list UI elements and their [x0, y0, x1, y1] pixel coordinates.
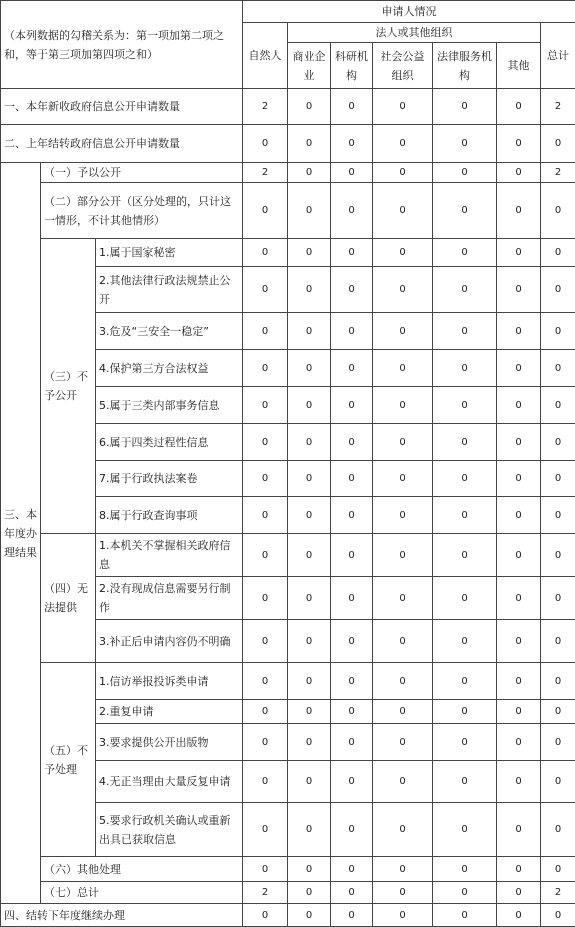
cell-value: 0: [288, 857, 331, 882]
row-label: 二、上年结转政府信息公开申请数量: [1, 125, 243, 163]
cell-value: 0: [433, 724, 497, 761]
cell-value: 0: [288, 89, 331, 125]
cell-value: 0: [497, 313, 541, 350]
cell-value: 0: [373, 803, 433, 857]
cell-value: 0: [433, 534, 497, 577]
research-header: 科研机构: [331, 43, 373, 89]
cell-value: 0: [541, 857, 575, 882]
cell-value: 0: [331, 424, 373, 461]
cell-value: 2: [243, 882, 288, 904]
cell-value: 0: [373, 239, 433, 267]
cell-value: 0: [331, 350, 373, 387]
cell-value: 0: [497, 761, 541, 803]
other-header: 其他: [497, 43, 541, 89]
cell-value: 0: [331, 267, 373, 313]
cell-value: 0: [331, 663, 373, 700]
row-label: 四、结转下年度继续办理: [1, 904, 243, 927]
cell-value: 0: [288, 125, 331, 163]
cell-value: 0: [497, 183, 541, 239]
cell-value: 0: [331, 313, 373, 350]
cell-value: 0: [497, 577, 541, 620]
cell-value: 0: [497, 700, 541, 724]
cell-value: 0: [288, 350, 331, 387]
row-label: 1.本机关不掌握相关政府信息: [96, 534, 243, 577]
cell-value: 0: [331, 163, 373, 183]
cell-value: 0: [243, 313, 288, 350]
cell-value: 0: [243, 125, 288, 163]
row-label: 8.属于行政查询事项: [96, 497, 243, 534]
cell-value: 0: [541, 267, 575, 313]
table-row: [1, 857, 575, 882]
cell-value: 0: [497, 882, 541, 904]
cell-value: 0: [243, 724, 288, 761]
cell-value: 0: [373, 761, 433, 803]
cell-value: 0: [541, 534, 575, 577]
cell-value: 0: [497, 461, 541, 497]
table-row: [1, 89, 575, 125]
cell-value: 0: [331, 497, 373, 534]
cell-value: 0: [243, 387, 288, 424]
cell-value: 0: [243, 183, 288, 239]
cell-value: 0: [433, 882, 497, 904]
cell-value: 0: [541, 620, 575, 663]
cell-value: 0: [243, 663, 288, 700]
cell-value: 0: [331, 387, 373, 424]
cell-value: 0: [288, 497, 331, 534]
cell-value: 0: [497, 125, 541, 163]
cell-value: 0: [288, 577, 331, 620]
cell-value: 0: [331, 125, 373, 163]
table-row: [1, 882, 575, 904]
cell-value: 0: [497, 724, 541, 761]
cell-value: 0: [243, 761, 288, 803]
cell-value: 0: [331, 89, 373, 125]
cell-value: 0: [373, 904, 433, 927]
cell-value: 0: [243, 424, 288, 461]
row-label: 3.危及“三安全一稳定”: [96, 313, 243, 350]
cell-value: 0: [541, 577, 575, 620]
cell-value: 0: [331, 183, 373, 239]
cell-value: 0: [433, 239, 497, 267]
cell-value: 0: [288, 313, 331, 350]
cell-value: 0: [243, 534, 288, 577]
cell-value: 0: [497, 350, 541, 387]
cell-value: 0: [288, 724, 331, 761]
cell-value: 0: [497, 163, 541, 183]
cell-value: 0: [373, 857, 433, 882]
row-label: 4.保护第三方合法权益: [96, 350, 243, 387]
cell-value: 0: [433, 857, 497, 882]
table-row: [1, 534, 575, 577]
cell-value: 0: [497, 497, 541, 534]
cell-value: 0: [331, 461, 373, 497]
cell-value: 0: [433, 163, 497, 183]
cell-value: 0: [373, 663, 433, 700]
cell-value: 0: [373, 125, 433, 163]
cell-value: 0: [373, 183, 433, 239]
cell-value: 0: [373, 387, 433, 424]
cell-value: 0: [373, 313, 433, 350]
cell-value: 0: [331, 577, 373, 620]
cell-value: 0: [373, 577, 433, 620]
cell-value: 2: [541, 882, 575, 904]
table-row: [1, 163, 575, 183]
applicant-info-header: 申请人情况: [243, 1, 575, 23]
cell-value: 0: [497, 267, 541, 313]
cell-value: 0: [541, 803, 575, 857]
row-label: （一）予以公开: [41, 163, 243, 183]
cell-value: 0: [243, 803, 288, 857]
cell-value: 0: [373, 882, 433, 904]
cell-value: 0: [433, 461, 497, 497]
table-row: [1, 904, 575, 927]
row-label: 2.没有现成信息需要另行制作: [96, 577, 243, 620]
cell-value: 0: [541, 239, 575, 267]
cell-value: 0: [373, 267, 433, 313]
table-row: [1, 663, 575, 700]
cell-value: 0: [497, 534, 541, 577]
cell-value: 0: [373, 461, 433, 497]
cell-value: 0: [541, 663, 575, 700]
table-row: [1, 125, 575, 163]
row-label: 1.信访举报投诉类申请: [96, 663, 243, 700]
cell-value: 0: [433, 350, 497, 387]
cell-value: 0: [541, 125, 575, 163]
cell-value: 0: [288, 663, 331, 700]
cell-value: 0: [433, 424, 497, 461]
cell-value: 0: [497, 663, 541, 700]
cell-value: 0: [331, 620, 373, 663]
cell-value: 0: [288, 387, 331, 424]
cell-value: 0: [497, 89, 541, 125]
cell-value: 0: [331, 803, 373, 857]
row-label: 3.要求提供公开出版物: [96, 724, 243, 761]
cell-value: 0: [288, 882, 331, 904]
cell-value: 0: [497, 620, 541, 663]
row-label: 5.属于三类内部事务信息: [96, 387, 243, 424]
cell-value: 0: [373, 163, 433, 183]
cell-value: 0: [331, 761, 373, 803]
cell-value: 0: [541, 424, 575, 461]
cell-value: 0: [541, 350, 575, 387]
row-label: 4.无正当理由大量反复申请: [96, 761, 243, 803]
cell-value: 0: [541, 183, 575, 239]
cell-value: 0: [541, 724, 575, 761]
cell-value: 2: [243, 163, 288, 183]
table-row: [1, 239, 575, 267]
cell-value: 0: [373, 424, 433, 461]
cell-value: 0: [331, 724, 373, 761]
cell-value: 0: [243, 239, 288, 267]
row-label: 1.属于国家秘密: [96, 239, 243, 267]
group-4-label: （四）无法提供: [41, 534, 96, 663]
cell-value: 0: [497, 803, 541, 857]
cell-value: 2: [243, 89, 288, 125]
group-5-label: （五）不予处理: [41, 663, 96, 857]
cell-value: 0: [497, 424, 541, 461]
cell-value: 0: [243, 350, 288, 387]
cell-value: 0: [433, 700, 497, 724]
cell-value: 0: [433, 387, 497, 424]
cell-value: 0: [373, 620, 433, 663]
row-label: 6.属于四类过程性信息: [96, 424, 243, 461]
cell-value: 0: [541, 313, 575, 350]
cell-value: 0: [373, 350, 433, 387]
cell-value: 0: [288, 461, 331, 497]
cell-value: 0: [288, 700, 331, 724]
cell-value: 0: [433, 904, 497, 927]
cell-value: 0: [288, 803, 331, 857]
table-row: [1, 183, 575, 239]
cell-value: 0: [497, 239, 541, 267]
commercial-header: 商业企业: [288, 43, 331, 89]
cell-value: 0: [243, 461, 288, 497]
cell-value: 0: [243, 497, 288, 534]
cell-value: 2: [541, 89, 575, 125]
cell-value: 0: [433, 183, 497, 239]
cell-value: 0: [373, 497, 433, 534]
cell-value: 0: [433, 313, 497, 350]
cell-value: 0: [541, 761, 575, 803]
cell-value: 0: [433, 663, 497, 700]
social-header: 社会公益组织: [373, 43, 433, 89]
cell-value: 0: [433, 620, 497, 663]
group-3-label: （三）不予公开: [41, 239, 96, 534]
legal-service-header: 法律服务机构: [433, 43, 497, 89]
row-label: 7.属于行政执法案卷: [96, 461, 243, 497]
cell-value: 0: [433, 577, 497, 620]
cell-value: 0: [288, 424, 331, 461]
cell-value: 0: [433, 497, 497, 534]
cell-value: 0: [243, 700, 288, 724]
cell-value: 0: [331, 904, 373, 927]
cell-value: 0: [373, 89, 433, 125]
cell-value: 0: [331, 534, 373, 577]
cell-value: 0: [541, 497, 575, 534]
cell-value: 0: [497, 387, 541, 424]
cell-value: 0: [497, 904, 541, 927]
cell-value: 0: [288, 620, 331, 663]
total-header: 总计: [541, 23, 575, 89]
cell-value: 0: [331, 239, 373, 267]
header-note: （本列数据的勾稽关系为：第一项加第二项之和，等于第三项加第四项之和）: [1, 1, 243, 89]
cell-value: 0: [541, 461, 575, 497]
cell-value: 0: [288, 239, 331, 267]
cell-value: 2: [541, 163, 575, 183]
cell-value: 0: [541, 387, 575, 424]
row-label: 2.其他法律行政法规禁止公开: [96, 267, 243, 313]
cell-value: 0: [497, 857, 541, 882]
row-label: 一、本年新收政府信息公开申请数量: [1, 89, 243, 125]
cell-value: 0: [373, 724, 433, 761]
row-label: 2.重复申请: [96, 700, 243, 724]
cell-value: 0: [373, 700, 433, 724]
natural-person-header: 自然人: [243, 23, 288, 89]
cell-value: 0: [433, 761, 497, 803]
cell-value: 0: [373, 534, 433, 577]
row-label: 3.补正后申请内容仍不明确: [96, 620, 243, 663]
cell-value: 0: [433, 89, 497, 125]
cell-value: 0: [288, 904, 331, 927]
cell-value: 0: [288, 761, 331, 803]
cell-value: 0: [243, 620, 288, 663]
cell-value: 0: [288, 163, 331, 183]
cell-value: 0: [331, 700, 373, 724]
cell-value: 0: [433, 803, 497, 857]
cell-value: 0: [288, 267, 331, 313]
row-label: （二）部分公开（区分处理的，只计这一情形，不计其他情形）: [41, 183, 243, 239]
legal-and-others-header: 法人或其他组织: [288, 23, 541, 43]
cell-value: 0: [331, 882, 373, 904]
cell-value: 0: [288, 534, 331, 577]
cell-value: 0: [243, 904, 288, 927]
row-label: （六）其他处理: [41, 857, 243, 882]
row-label: 5.要求行政机关确认或重新出具已获取信息: [96, 803, 243, 857]
section-3-label: 三、本年度办理结果: [1, 163, 41, 904]
cell-value: 0: [243, 577, 288, 620]
cell-value: 0: [331, 857, 373, 882]
cell-value: 0: [541, 700, 575, 724]
cell-value: 0: [541, 904, 575, 927]
cell-value: 0: [243, 857, 288, 882]
cell-value: 0: [243, 267, 288, 313]
row-label: （七）总计: [41, 882, 243, 904]
cell-value: 0: [288, 183, 331, 239]
cell-value: 0: [433, 267, 497, 313]
cell-value: 0: [433, 125, 497, 163]
